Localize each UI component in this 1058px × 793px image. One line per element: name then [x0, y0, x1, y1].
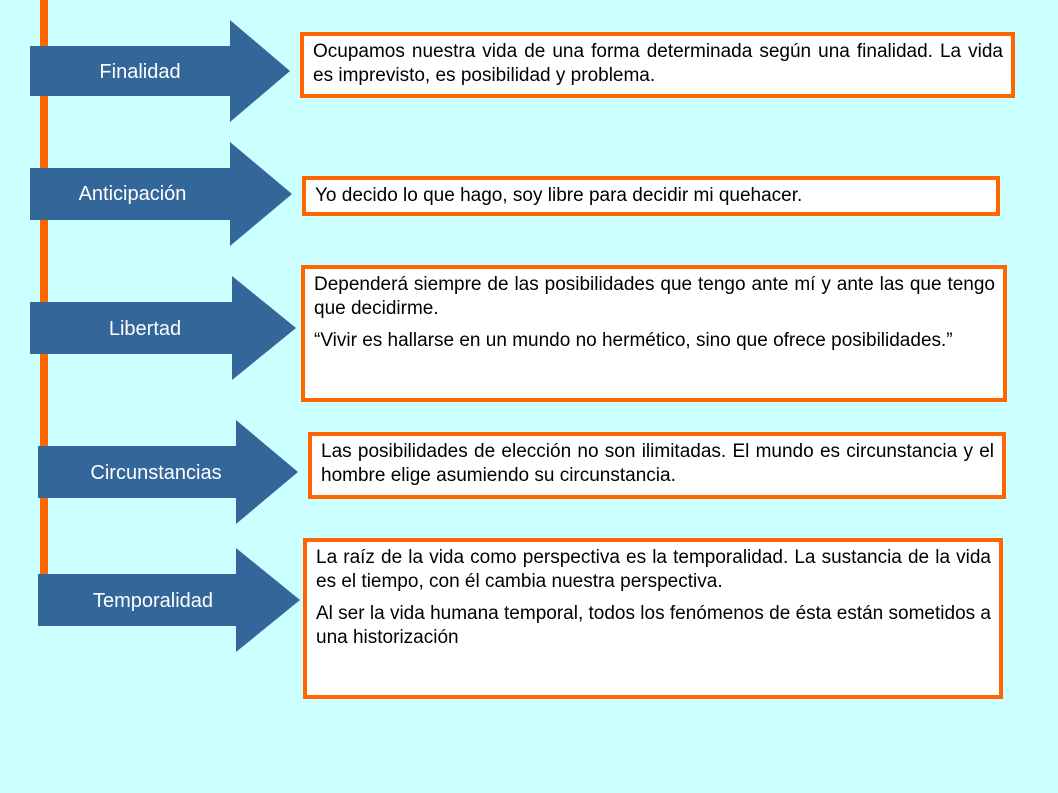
text-box-anticipacion: [302, 176, 1000, 216]
paragraph: Ocupamos nuestra vida de una forma determinada según una finalidad. La vida es imprevisto, es posibilidad y problema.: [313, 41, 1003, 86]
arrow-finalidad: [30, 20, 290, 122]
paragraph: La raíz de la vida como perspectiva es la temporalidad. La sustancia de la vida es el tiempo, con él cambia nuestra perspectiva.: [316, 547, 991, 592]
paragraph: “Vivir es hallarse en un mundo no hermético, sino que ofrece posibilidades.”: [314, 330, 953, 351]
paragraph: Dependerá siempre de las posibilidades que tengo ante mí y ante las que tengo que decidirme.: [314, 274, 995, 319]
arrow-circunstancias: [38, 420, 298, 524]
arrow-label-anticipacion: Anticipación: [78, 183, 187, 205]
paragraph: Las posibilidades de elección no son ilimitadas. El mundo es circunstancia y el hombre elige asumiendo su circunstancia.: [321, 441, 994, 486]
arrow-label-circunstancias: Circunstancias: [90, 462, 222, 484]
text-box-temporalidad: [303, 538, 1003, 699]
text-box-circunstancias: [308, 432, 1006, 499]
text-box-libertad: [301, 265, 1007, 402]
paragraph: Al ser la vida humana temporal, todos los fenómenos de ésta están sometidos a una historización: [316, 603, 991, 648]
arrow-anticipacion: [30, 142, 292, 246]
paragraph: Yo decido lo que hago, soy libre para decidir mi quehacer.: [315, 185, 803, 206]
arrow-label-finalidad: Finalidad: [99, 61, 181, 83]
arrow-libertad: [30, 276, 296, 380]
arrow-label-temporalidad: Temporalidad: [92, 590, 214, 612]
arrow-label-libertad: Libertad: [108, 318, 182, 340]
text-box-finalidad: [300, 32, 1015, 98]
arrow-temporalidad: [38, 548, 300, 652]
